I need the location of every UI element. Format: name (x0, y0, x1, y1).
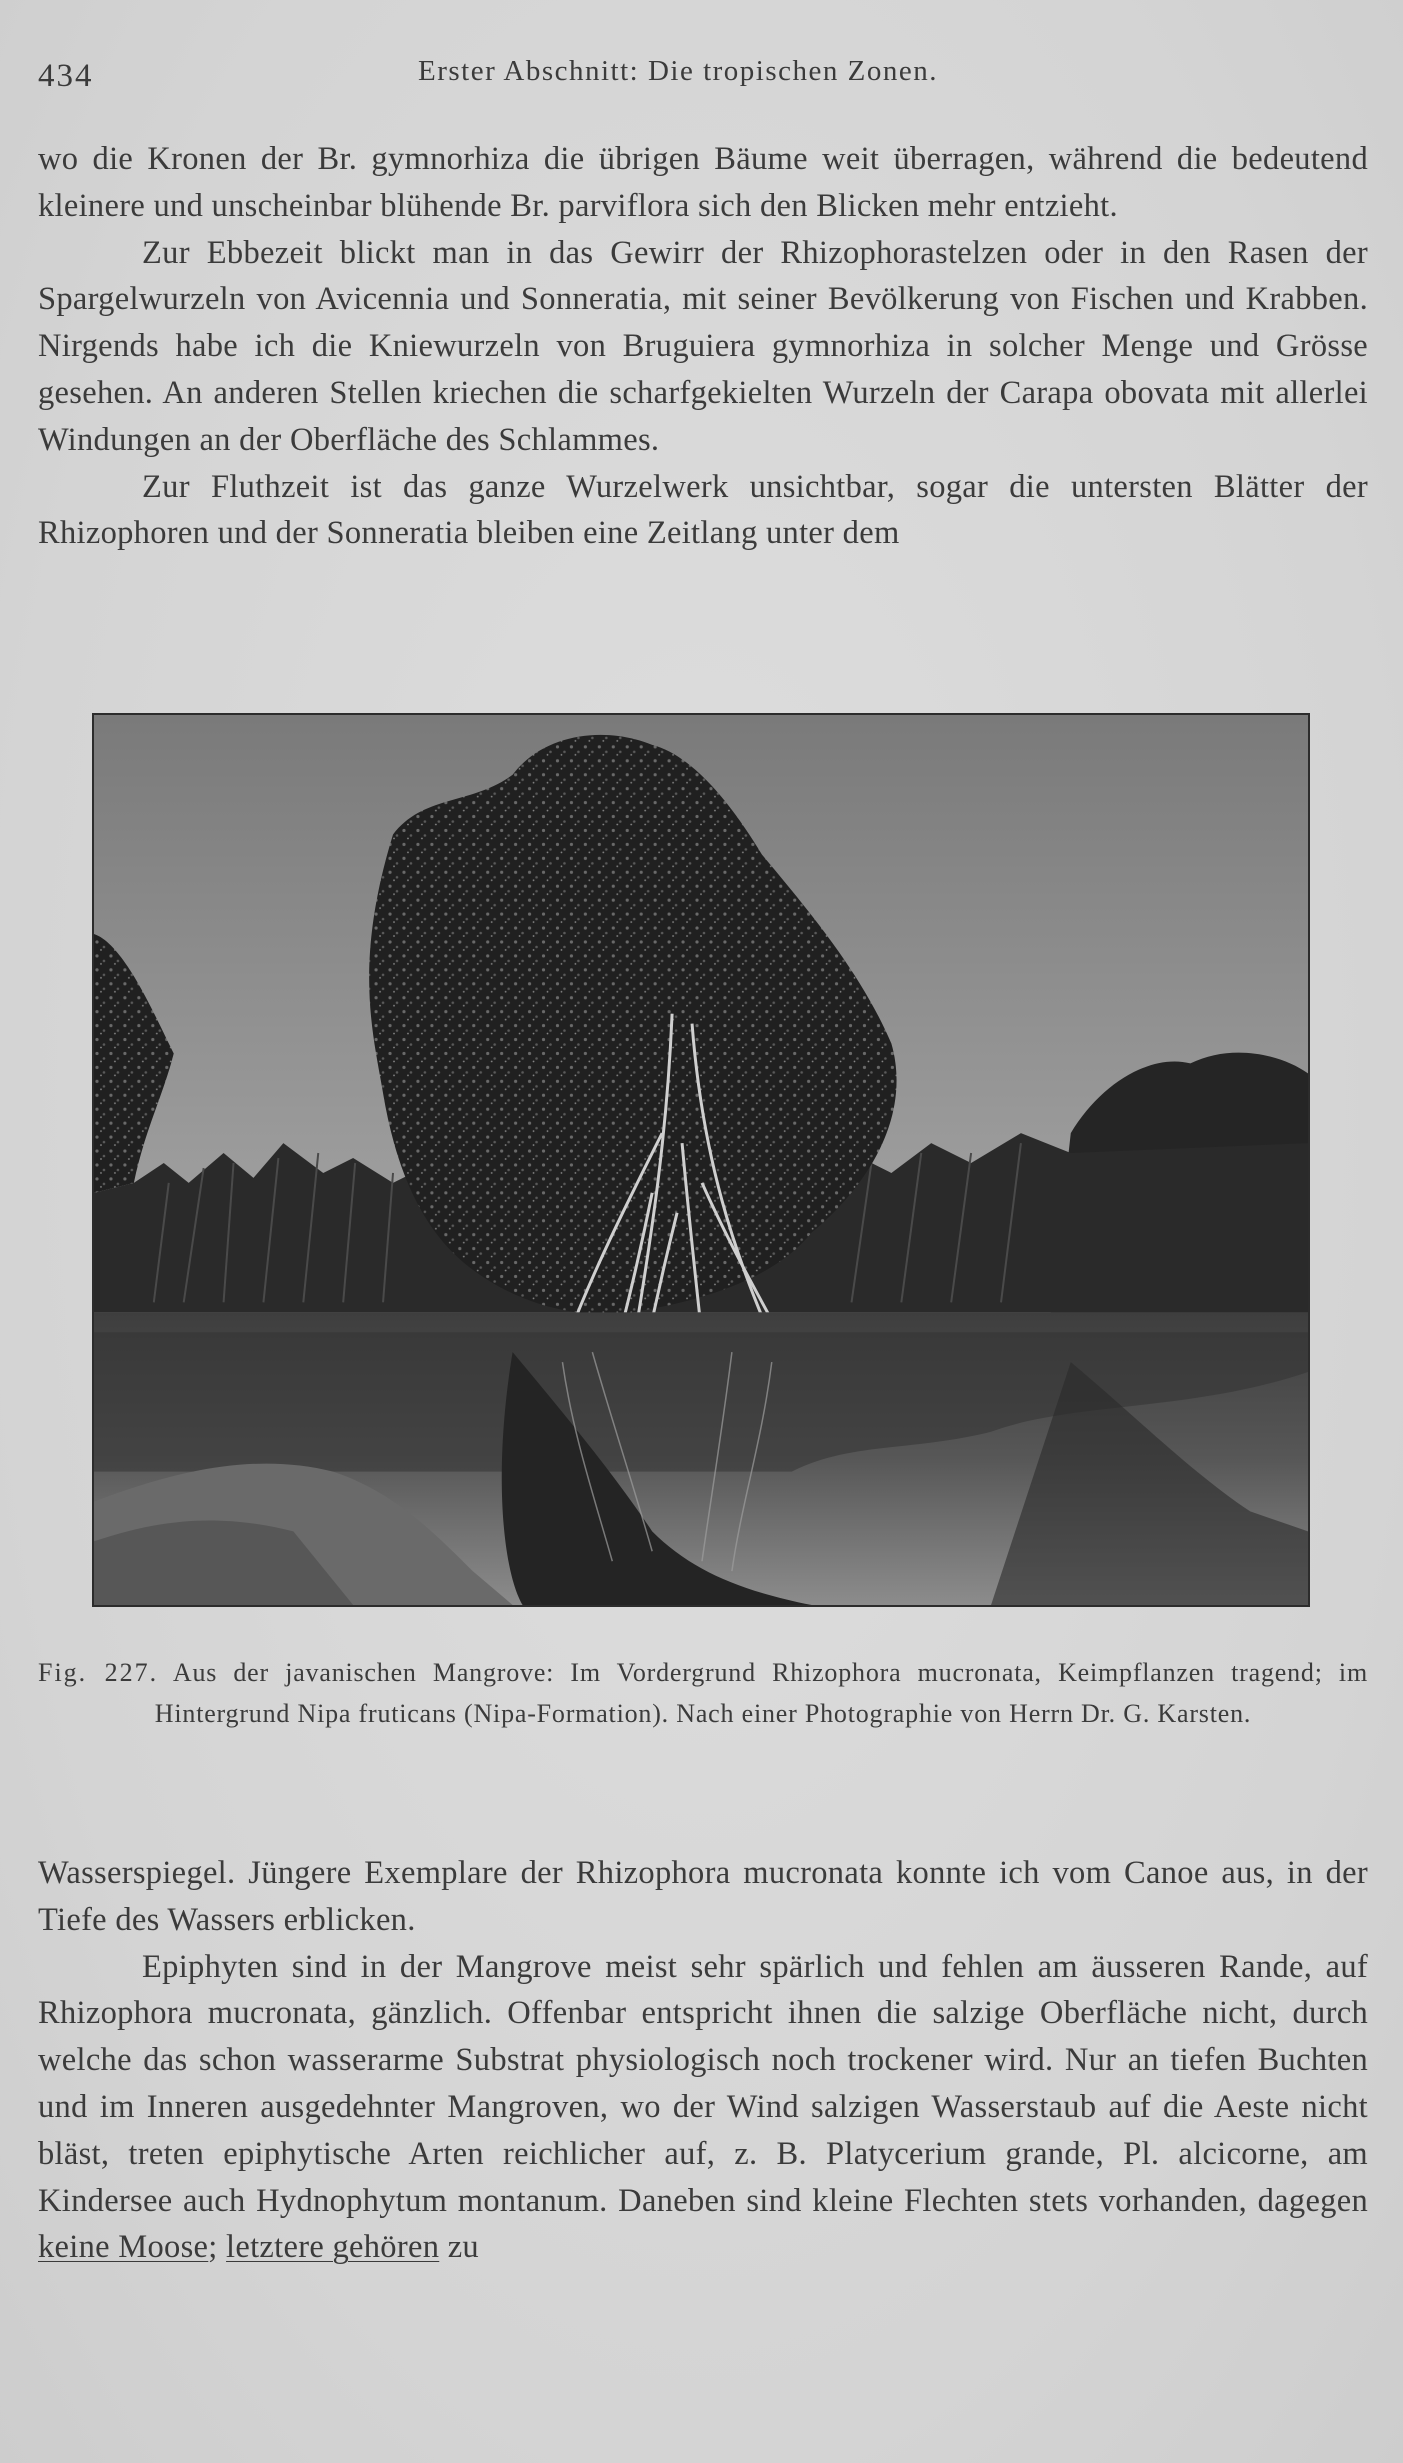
paragraph-text: ; (208, 2229, 227, 2266)
paragraph: Zur Fluthzeit ist das ganze Wurzelwerk unsichtbar, sogar die untersten Blätter der Rhizophoren und der Sonneratia bleiben eine Zeitlang unter dem (38, 468, 1368, 552)
page-number: 434 (38, 58, 94, 94)
page-header (38, 52, 1368, 102)
underlined-phrase: keine Moose (38, 2229, 209, 2266)
paragraph: wo die Kronen der Br. gymnorhiza die übrigen Bäume weit überragen, während die bedeutend kleinere und unscheinbar blühende Br. parviflora sich den Blicken mehr entzieht. (38, 141, 1368, 224)
mangrove-photograph (92, 713, 1310, 1607)
top-text-block (38, 136, 1368, 557)
paragraph: Zur Ebbezeit blickt man in das Gewirr der Rhizophorastelzen oder in den Rasen der Spargelwurzeln von Avicennia und Sonneratia, mit seiner Bevölkerung von Fischen und Krabben. Nirgends habe ich die Kniewurzeln von Bruguiera gymnorhiza in solcher Menge und Grösse gesehen. An anderen Stellen kriechen die scharfgekielten Wurzeln der Carapa obovata mit allerlei Windungen an der Oberfläche des Schlammes. (38, 234, 1368, 458)
figure-caption (38, 1652, 1368, 1734)
figure-label: Fig. 227. (38, 1658, 159, 1687)
paragraph (38, 1944, 1368, 2272)
underlined-phrase: letztere gehören (226, 2229, 440, 2266)
running-head: Erster Abschnitt: Die tropischen Zonen. (418, 55, 938, 87)
bottom-text-block (38, 1850, 1368, 2271)
paragraph-text: zu (439, 2229, 479, 2266)
figure-caption-text: Aus der javanischen Mangrove: Im Vordergrund Rhizophora mucronata, Keimpflanzen tragend; im Hintergrund Nipa fruticans (Nipa-Formation). Nach einer Photographie von Herrn Dr. G. Karsten. (154, 1658, 1368, 1728)
paragraph: Wasserspiegel. Jüngere Exemplare der Rhizophora mucronata konnte ich vom Canoe aus, in der Tiefe des Wassers erblicken. (38, 1855, 1368, 1938)
paragraph-text: Epiphyten sind in der Mangrove meist sehr spärlich und fehlen am äusseren Rande, auf Rhizophora mucronata, gänzlich. Offenbar entspricht ihnen die salzige Oberfläche nicht, durch welche das schon wasserarme Substrat physiologisch noch trockener wird. Nur an tiefen Buchten und im Inneren ausgedehnter Mangroven, wo der Wind salzigen Wasserstaub auf die Aeste nicht bläst, treten epiphytische Arten reichlicher auf, z. B. Platycerium grande, Pl. alcicorne, am Kindersee auch Hydnophytum montanum. Daneben sind kleine Flechten stets vorhanden, dagegen (38, 1948, 1368, 2219)
